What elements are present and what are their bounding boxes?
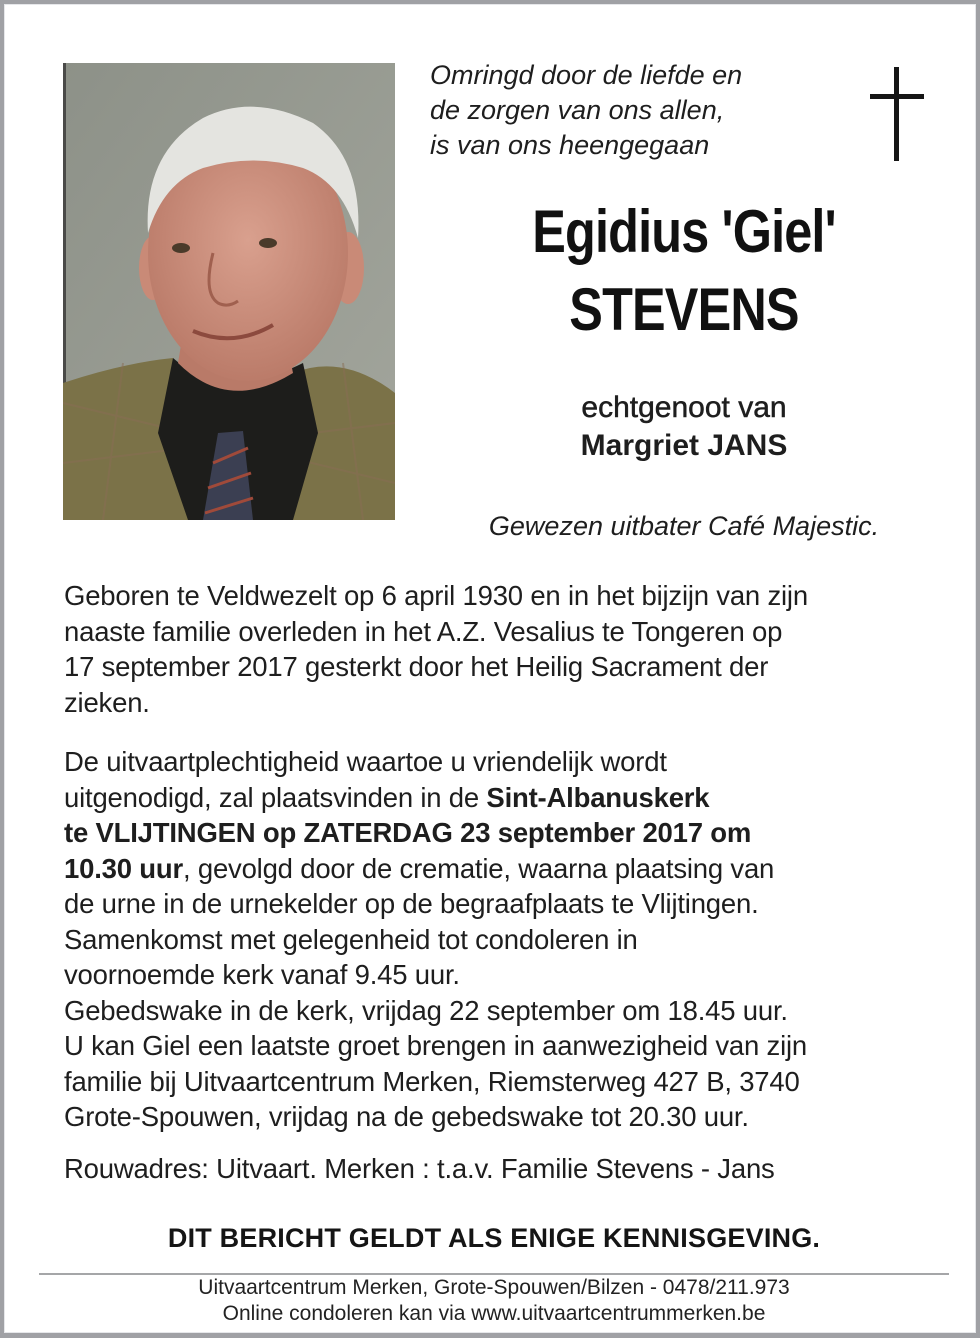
latin-cross-icon xyxy=(870,67,924,161)
church-name: Sint-Albanuskerk xyxy=(486,781,710,813)
obituary-card xyxy=(4,4,976,1333)
paragraph-text: , gevolgd door de crematie, waarna plaatsing van xyxy=(182,852,775,884)
intro-line: is van ons heengegaan xyxy=(430,130,710,160)
paragraph-line xyxy=(64,851,944,887)
cross-vertical-bar xyxy=(894,67,899,161)
funeral-home-contact: Uitvaartcentrum Merken, Grote-Spouwen/Bilzen - 0478/211.973 xyxy=(198,1276,790,1299)
spouse-block xyxy=(424,389,944,465)
funeral-home-footer xyxy=(4,1275,980,1327)
online-condolence-link[interactable]: Online condoleren kan via www.uitvaartcentrummerken.be xyxy=(222,1302,766,1325)
ceremony-place-date: te VLIJTINGEN op ZATERDAG 23 september 2017 om xyxy=(64,817,752,848)
ceremony-time: 10.30 uur xyxy=(64,852,183,884)
portrait-image xyxy=(63,63,395,520)
paragraph-line: naaste familie overleden in het A.Z. Vesalius te Tongeren op xyxy=(64,615,783,647)
paragraph-line: zieken. xyxy=(64,686,150,718)
intro-line: de zorgen van ons allen, xyxy=(430,95,725,125)
spouse-name: Margriet JANS xyxy=(580,429,788,462)
paragraph-line: Grote-Spouwen, vrijdag na de gebedswake tot 20.30 uur. xyxy=(64,1101,749,1132)
deceased-name-first: Egidius 'Giel' xyxy=(532,198,836,265)
paragraph-line: 17 september 2017 gesterkt door het Heilig Sacrament der xyxy=(64,651,769,682)
paragraph-line: Geboren te Veldwezelt op 6 april 1930 en in het bijzijn van zijn xyxy=(64,580,808,611)
paragraph-line: voornoemde kerk vanaf 9.45 uur. xyxy=(64,959,460,990)
paragraph-line: Samenkomst met gelegenheid tot condoleren in xyxy=(64,923,638,955)
occupation: Gewezen uitbater Café Majestic. xyxy=(488,511,880,541)
mourning-address xyxy=(64,1151,944,1187)
sole-notice-statement: DIT BERICHT GELDT ALS ENIGE KENNISGEVING. xyxy=(167,1223,821,1253)
mourning-address-text: Rouwadres: Uitvaart. Merken : t.a.v. Familie Stevens - Jans xyxy=(64,1153,775,1184)
deceased-name-last: STEVENS xyxy=(569,276,799,343)
paragraph-line: Gebedswake in de kerk, vrijdag 22 september om 18.45 uur. xyxy=(64,994,788,1026)
paragraph-line: De uitvaartplechtigheid waartoe u vriendelijk wordt xyxy=(64,746,667,777)
paragraph-text: uitgenodigd, zal plaatsvinden in de xyxy=(64,781,487,813)
portrait-photo xyxy=(63,63,395,520)
paragraph-line: U kan Giel een laatste groet brengen in aanwezigheid van zijn xyxy=(64,1030,808,1061)
intro-line: Omringd door de liefde en xyxy=(430,60,743,90)
paragraph-line: de urne in de urnekelder op de begraafplaats te Vlijtingen. xyxy=(64,888,759,919)
paragraph-line xyxy=(64,780,944,816)
paragraph-line: familie bij Uitvaartcentrum Merken, Riemsterweg 427 B, 3740 xyxy=(64,1065,800,1097)
intro-verse xyxy=(430,58,742,163)
spouse-label: echtgenoot van xyxy=(581,391,787,424)
cross-horizontal-bar xyxy=(870,94,924,99)
funeral-details-paragraph xyxy=(64,744,944,1135)
birth-death-paragraph xyxy=(64,578,944,720)
